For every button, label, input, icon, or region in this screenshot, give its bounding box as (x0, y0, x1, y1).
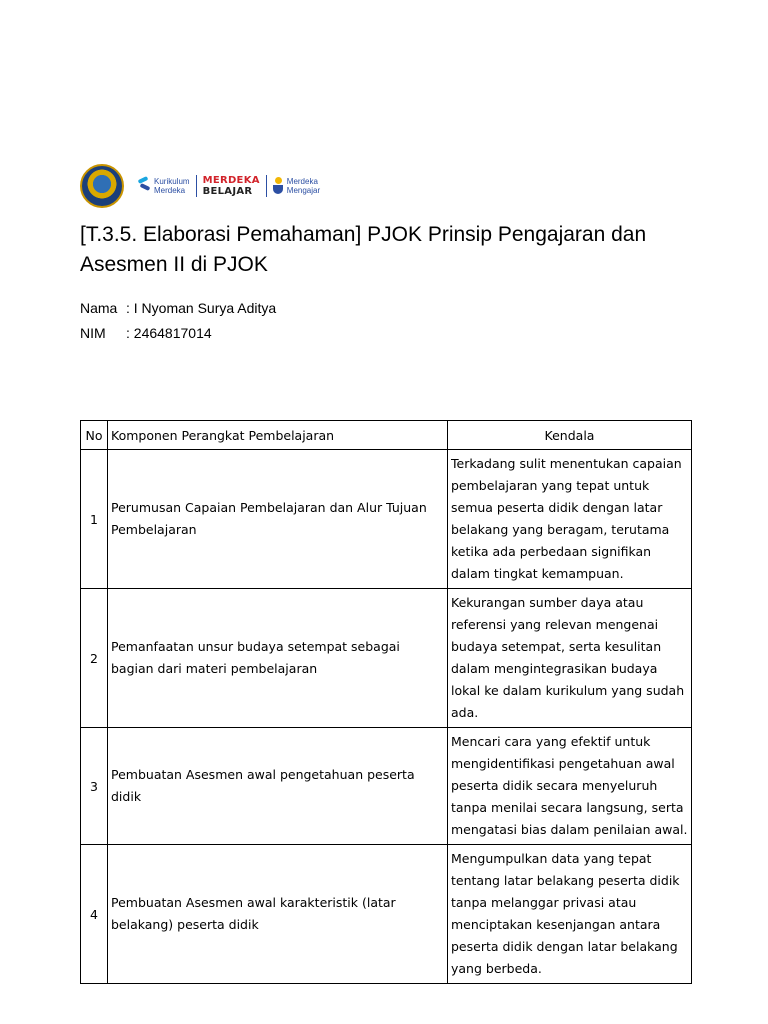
merdeka-mengajar-mark-icon (273, 177, 285, 195)
row-kendala: Kekurangan sumber daya atau referensi yang relevan mengenai budaya setempat, serta kesulitan dalam mengintegrasikan budaya lokal ke dalam kurikulum yang sudah ada. (448, 589, 692, 728)
row-kendala: Mengumpulkan data yang tepat tentang latar belakang peserta didik tanpa melanggar privasi atau menciptakan kesenjangan antara peserta didik dengan latar belakang yang berbeda. (448, 845, 692, 984)
table-row (81, 450, 692, 589)
nim-value: : 2464817014 (126, 325, 212, 341)
nim-row (80, 321, 276, 346)
merdeka-mengajar-logo: Merdeka Mengajar (273, 177, 320, 195)
row-komponen: Perumusan Capaian Pembelajaran dan Alur Tujuan Pembelajaran (108, 450, 448, 589)
nama-row (80, 296, 276, 321)
table-row (81, 845, 692, 984)
row-no: 4 (81, 845, 108, 984)
row-kendala: Terkadang sulit menentukan capaian pembelajaran yang tepat untuk semua peserta didik dengan latar belakang yang beragam, terutama ketika ada perbedaan signifikan dalam tingkat kemampuan. (448, 450, 692, 589)
kendala-table (80, 420, 692, 984)
logo-divider (196, 175, 197, 197)
kurikulum-merdeka-logo: Kurikulum Merdeka (136, 176, 190, 196)
nama-value: : I Nyoman Surya Aditya (126, 300, 277, 316)
university-seal-icon (80, 164, 124, 208)
kurikulum-merdeka-mark-icon (136, 176, 152, 196)
row-no: 3 (81, 728, 108, 845)
nim-label: NIM (80, 325, 106, 341)
row-no: 1 (81, 450, 108, 589)
nama-label: Nama (80, 300, 118, 316)
logo-bar (80, 162, 320, 210)
merdeka-belajar-logo: MERDEKA BELAJAR (202, 175, 260, 197)
table-row (81, 589, 692, 728)
student-info (80, 296, 276, 346)
row-komponen: Pemanfaatan unsur budaya setempat sebagai bagian dari materi pembelajaran (108, 589, 448, 728)
row-komponen: Pembuatan Asesmen awal karakteristik (latar belakang) peserta didik (108, 845, 448, 984)
row-kendala: Mencari cara yang efektif untuk mengidentifikasi pengetahuan awal peserta didik secara menyeluruh tanpa menilai secara langsung, serta mengatasi bias dalam penilaian awal. (448, 728, 692, 845)
logo-divider (266, 175, 267, 197)
row-no: 2 (81, 589, 108, 728)
row-komponen: Pembuatan Asesmen awal pengetahuan peserta didik (108, 728, 448, 845)
header-kendala: Kendala (448, 421, 692, 450)
header-komponen: Komponen Perangkat Pembelajaran (108, 421, 448, 450)
table-header-row (81, 421, 692, 450)
page-title: [T.3.5. Elaborasi Pemahaman] PJOK Prinsip Pengajaran dan Asesmen II di PJOK (80, 223, 647, 276)
header-no: No (81, 421, 108, 450)
table-row (81, 728, 692, 845)
